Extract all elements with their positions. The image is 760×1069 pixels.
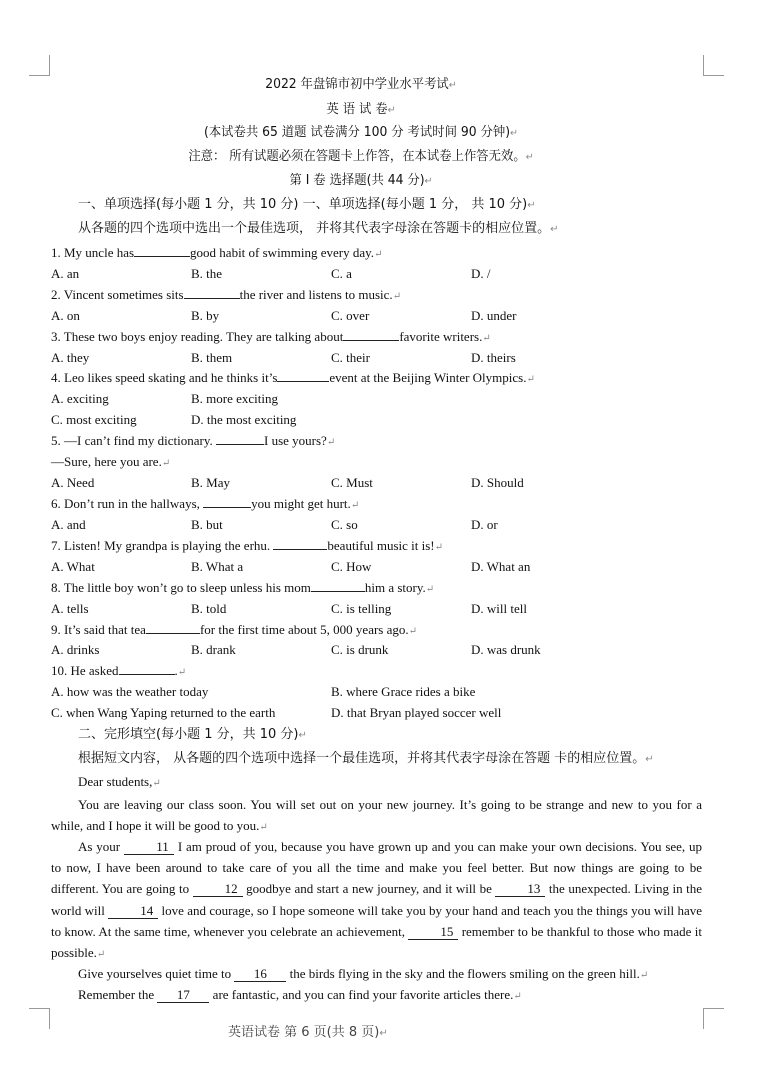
question-5-reply: —Sure, here you are.↵	[51, 454, 171, 469]
crop-mark-top-right	[703, 55, 724, 76]
exam-title: 2022 年盘锦市初中学业水平考试↵	[265, 77, 457, 92]
section2-instruction: 根据短文内容， 从各题的四个选项中选择一个最佳选项，并将其代表字母涂在答题 卡的相应位置。↵	[78, 751, 654, 766]
option: D. was drunk	[471, 642, 541, 657]
subject-title: 英 语 试 卷↵	[326, 102, 396, 117]
question-10: 10. He asked .↵	[51, 663, 187, 678]
question-2: 2. Vincent sometimes sits the river and listens to music.↵	[51, 287, 402, 302]
notice: 注意： 所有试题必须在答题卡上作答，在本试卷上作答无效。↵	[188, 149, 534, 164]
question-5: 5. —I can’t find my dictionary. I use yours?↵	[51, 433, 336, 448]
letter-greeting: Dear students,↵	[78, 774, 161, 789]
option: B. the	[191, 266, 223, 281]
section1-instruction: 从各题的四个选项中选出一个最佳选项， 并将其代表字母涂在答题卡的相应位置。↵	[78, 221, 559, 236]
option: D. under	[471, 308, 517, 323]
option: C. their	[331, 350, 370, 365]
option: C. Must	[331, 475, 373, 490]
option: C. over	[331, 308, 370, 323]
option: C. so	[331, 517, 358, 532]
option: C. a	[331, 266, 352, 281]
blank-14: 14	[108, 904, 158, 919]
page-footer: 英语试卷 第 6 页(共 8 页)↵	[228, 1025, 388, 1040]
option: D. that Bryan played soccer well	[331, 705, 502, 720]
option: A. exciting	[51, 391, 109, 406]
option: B. What a	[191, 559, 244, 574]
passage-paragraph-2: As your 11 I am proud of you, because you have grown up and you can make your own decisions. You see, up to now, I have been around to take care of you all the time and make you feel better. But now things are going to be different. You are going to 12 goodbye and start a new journey, and it will be 13 the unexpected. Living in the world will 14 love and courage, so I hope someone will take you by your hand and teach you the things you will have to know. At the same time, whenever you celebrate an achievement, 15 remember to be thankful to those who made it possible.↵	[51, 839, 703, 961]
crop-mark-bottom-right	[703, 1008, 724, 1029]
option: D. the most exciting	[191, 412, 297, 427]
option: B. where Grace rides a bike	[331, 684, 476, 699]
section1-heading: 一、单项选择(每小题 1 分，共 10 分) 一、单项选择(每小题 1 分， 共 10 分)↵	[78, 197, 536, 212]
passage-paragraph-1: You are leaving our class soon. You will set out on your new journey. It’s going to be strange and new to you for a while, and I hope it will be good to you.↵	[51, 797, 702, 834]
exam-info: (本试卷共 65 道题 试卷满分 100 分 考试时间 90 分钟)↵	[204, 125, 518, 140]
question-8: 8. The little boy won’t go to sleep unless his mom him a story.↵	[51, 580, 435, 595]
option: D. /	[471, 266, 491, 281]
question-3: 3. These two boys enjoy reading. They are talking about favorite writers.↵	[51, 329, 491, 344]
option: D. will tell	[471, 601, 527, 616]
passage-paragraph-4: Remember the 17 are fantastic, and you can find your favorite articles there.↵	[78, 987, 522, 1002]
blank-16: 16	[234, 967, 286, 982]
question-9: 9. It’s said that tea for the first time about 5, 000 years ago.↵	[51, 622, 418, 637]
crop-mark-bottom-left	[29, 1008, 50, 1029]
option: A. how was the weather today	[51, 684, 209, 699]
option: D. What an	[471, 559, 531, 574]
option: A. tells	[51, 601, 89, 616]
option: A. an	[51, 266, 80, 281]
option: A. What	[51, 559, 95, 574]
blank-15: 15	[408, 925, 458, 940]
option: A. they	[51, 350, 90, 365]
blank-12: 12	[193, 882, 243, 897]
option: D. or	[471, 517, 498, 532]
option: B. but	[191, 517, 223, 532]
passage-paragraph-3: Give yourselves quiet time to 16 the birds flying in the sky and the flowers smiling on the green hill.↵	[78, 966, 649, 981]
option: A. drinks	[51, 642, 100, 657]
option: A. on	[51, 308, 80, 323]
question-4: 4. Leo likes speed skating and he thinks it’s event at the Beijing Winter Olympics.↵	[51, 370, 535, 385]
option: B. drank	[191, 642, 236, 657]
question-6: 6. Don’t run in the hallways, you might get hurt.↵	[51, 496, 360, 511]
option: B. May	[191, 475, 230, 490]
blank-17: 17	[157, 988, 209, 1003]
option: D. theirs	[471, 350, 516, 365]
section2-heading: 二、完形填空(每小题 1 分，共 10 分)↵	[78, 727, 307, 742]
blank-13: 13	[495, 882, 545, 897]
question-1: 1. My uncle has good habit of swimming every day.↵	[51, 245, 383, 260]
option: A. and	[51, 517, 86, 532]
option: B. told	[191, 601, 227, 616]
question-7: 7. Listen! My grandpa is playing the erhu. beautiful music it is!↵	[51, 538, 444, 553]
crop-mark-top-left	[29, 55, 50, 76]
part-title: 第 I 卷 选择题(共 44 分)↵	[289, 173, 433, 188]
option: A. Need	[51, 475, 95, 490]
option: B. by	[191, 308, 220, 323]
option: C. is telling	[331, 601, 392, 616]
option: C. most exciting	[51, 412, 137, 427]
option: B. them	[191, 350, 233, 365]
blank-11: 11	[124, 840, 174, 855]
option: C. is drunk	[331, 642, 389, 657]
option: C. when Wang Yaping returned to the earth	[51, 705, 276, 720]
option: C. How	[331, 559, 372, 574]
option: B. more exciting	[191, 391, 279, 406]
option: D. Should	[471, 475, 524, 490]
